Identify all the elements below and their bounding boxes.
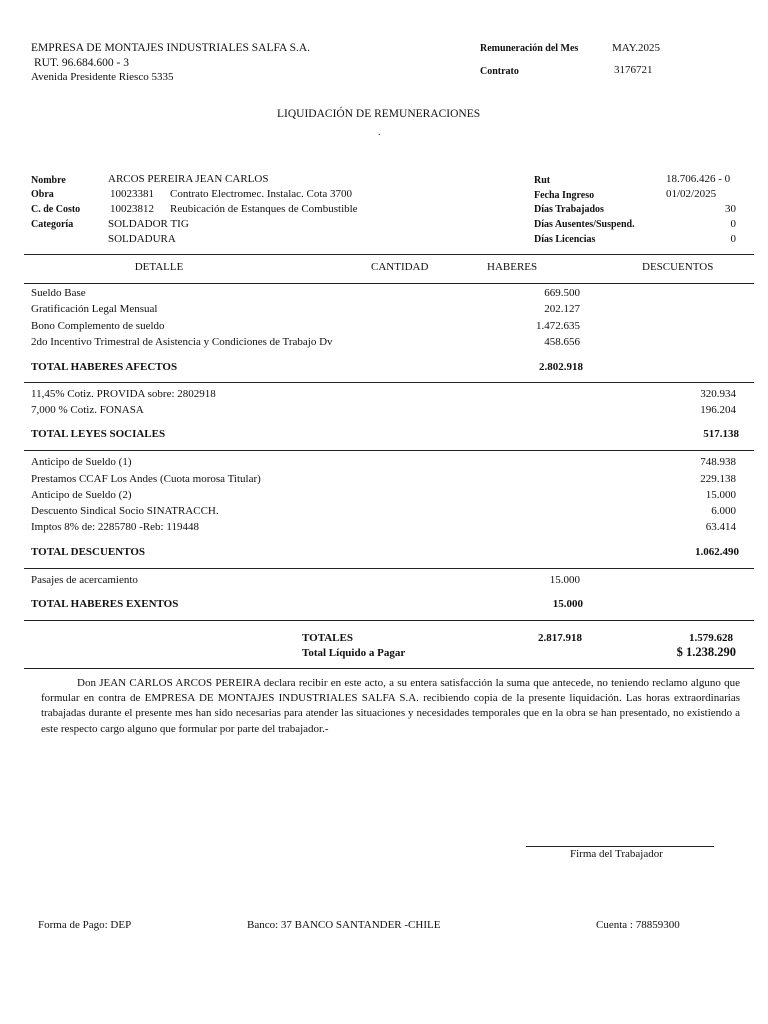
list-item-value: 63.414 — [705, 521, 736, 533]
list-item: 2do Incentivo Trimestral de Asistencia y Condiciones de Trabajo Dv — [31, 336, 333, 348]
obra-label: Obra — [31, 189, 54, 200]
header-haberes: HABERES — [487, 261, 538, 273]
list-item: Imptos 8% de: 2285780 -Reb: 119448 — [31, 521, 199, 533]
cost-center-code: 10023812 — [110, 203, 154, 215]
name-label: Nombre — [31, 175, 66, 186]
list-item: Descuento Sindical Socio SINATRACCH. — [31, 505, 219, 517]
contract-value: 3176721 — [614, 64, 653, 76]
list-item: Anticipo de Sueldo (1) — [31, 456, 132, 468]
document-title: LIQUIDACIÓN DE REMUNERACIONES — [277, 108, 481, 120]
total-haberes-afectos-value: 2.802.918 — [539, 361, 583, 373]
total-exentos-label: TOTAL HABERES EXENTOS — [31, 598, 179, 610]
days-worked-label: Días Trabajados — [534, 204, 604, 215]
divider — [24, 382, 754, 383]
company-rut: RUT. 96.684.600 - 3 — [34, 57, 129, 69]
payment-method: Forma de Pago: DEP — [38, 919, 132, 931]
list-item-value: 6.000 — [711, 505, 736, 517]
obra-code: 10023381 — [110, 188, 154, 200]
list-item: Pasajes de acercamiento — [31, 574, 138, 586]
list-item: Gratificación Legal Mensual — [31, 303, 158, 315]
days-leave-label: Días Licencias — [534, 234, 596, 245]
divider — [24, 450, 754, 451]
total-leyes-label: TOTAL LEYES SOCIALES — [31, 428, 166, 440]
obra-description: Contrato Electromec. Instalac. Cota 3700 — [170, 188, 353, 200]
company-address: Avenida Presidente Riesco 5335 — [31, 71, 174, 83]
divider — [24, 620, 754, 621]
net-pay-label: Total Líquido a Pagar — [302, 647, 406, 659]
list-item-value: 229.138 — [700, 473, 736, 485]
period-label: Remuneración del Mes — [480, 43, 579, 54]
header-cantidad: CANTIDAD — [371, 261, 429, 273]
header-detalle: DETALLE — [134, 261, 184, 273]
period-value: MAY.2025 — [612, 42, 660, 54]
list-item-value: 1.472.635 — [536, 320, 580, 332]
employee-rut: 18.706.426 - 0 — [666, 173, 731, 185]
list-item: 11,45% Cotiz. PROVIDA sobre: 2802918 — [31, 388, 216, 400]
divider — [24, 254, 754, 255]
declaration-paragraph: Don JEAN CARLOS ARCOS PEREIRA declara recibir en este acto, a su entera satisfacción la suma que antecede, no teniendo reclamo alguno que formular en contra de EMPRESA DE MONTAJES INDUSTRIALES SALFA S.A. recibiendo copia de la presente liquidación. Las horas extraordinarias trabajadas durante el presente mes han sido necesarias para atender las situaciones y necesidades temporales que en la obra se han presentado, no existiendo a este respecto cargo alguno que formular por parte del trabajador.- — [41, 677, 740, 735]
totales-haberes: 2.817.918 — [538, 632, 582, 644]
totales-label: TOTALES — [302, 632, 353, 644]
total-exentos-value: 15.000 — [552, 598, 583, 610]
rut-label: Rut — [534, 175, 551, 186]
days-absent-label: Días Ausentes/Suspend. — [534, 219, 635, 230]
list-item-value: 748.938 — [700, 456, 736, 468]
header-descuentos: DESCUENTOS — [642, 261, 714, 273]
hire-date-label: Fecha Ingreso — [534, 190, 595, 201]
list-item-value: 458.656 — [544, 336, 580, 348]
days-worked: 30 — [725, 203, 736, 215]
list-item: 7,000 % Cotiz. FONASA — [31, 404, 144, 416]
totales-descuentos: 1.579.628 — [689, 632, 733, 644]
list-item-value: 320.934 — [700, 388, 736, 400]
divider — [24, 283, 754, 284]
net-pay-value: $ 1.238.290 — [676, 645, 736, 659]
list-item: Prestamos CCAF Los Andes (Cuota morosa Titular) — [31, 473, 261, 485]
title-dot: . — [378, 127, 381, 138]
total-leyes-value: 517.138 — [703, 428, 739, 440]
category-2: SOLDADURA — [108, 233, 176, 245]
list-item-value: 15.000 — [705, 489, 736, 501]
signature-label: Firma del Trabajador — [570, 848, 663, 860]
category-1: SOLDADOR TIG — [108, 218, 189, 230]
total-descuentos-label: TOTAL DESCUENTOS — [31, 546, 146, 558]
hire-date: 01/02/2025 — [666, 188, 717, 200]
signature-line — [526, 846, 714, 847]
list-item: Anticipo de Sueldo (2) — [31, 489, 132, 501]
cost-center-label: C. de Costo — [31, 204, 81, 215]
days-absent: 0 — [730, 218, 736, 230]
list-item-value: 202.127 — [544, 303, 580, 315]
bank: Banco: 37 BANCO SANTANDER -CHILE — [247, 919, 441, 931]
account-number: Cuenta : 78859300 — [596, 919, 680, 931]
days-leave: 0 — [730, 233, 736, 245]
cost-center-description: Reubicación de Estanques de Combustible — [170, 203, 358, 215]
list-item-value: 196.204 — [700, 404, 736, 416]
list-item: Bono Complemento de sueldo — [31, 320, 165, 332]
total-descuentos-value: 1.062.490 — [695, 546, 739, 558]
total-haberes-afectos-label: TOTAL HABERES AFECTOS — [31, 361, 178, 373]
list-item: Sueldo Base — [31, 287, 86, 299]
company-name: EMPRESA DE MONTAJES INDUSTRIALES SALFA S.A. — [31, 42, 311, 54]
divider — [24, 668, 754, 669]
divider — [24, 568, 754, 569]
list-item-value: 669.500 — [544, 287, 580, 299]
employee-name: ARCOS PEREIRA JEAN CARLOS — [108, 173, 269, 185]
contract-label: Contrato — [480, 66, 519, 77]
category-label: Categoría — [31, 219, 74, 230]
list-item-value: 15.000 — [549, 574, 580, 586]
